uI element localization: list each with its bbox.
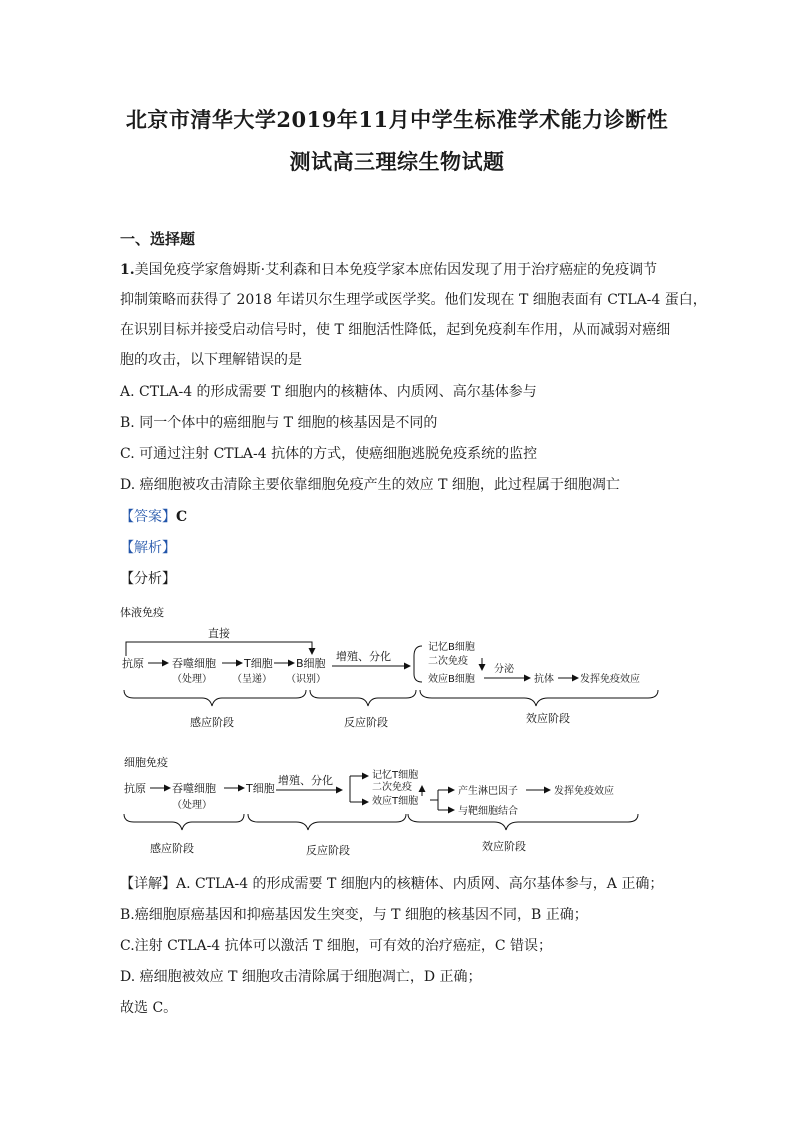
d1-stage2: 反应阶段 <box>344 716 388 729</box>
d1-tcell-sub: （呈递） <box>232 674 272 685</box>
d2-tcell: T细胞 <box>246 782 275 795</box>
d2-stage1: 感应阶段 <box>150 842 194 855</box>
d2-antigen: 抗原 <box>124 782 146 795</box>
option-key: D. <box>120 477 136 493</box>
d1-tcell: T细胞 <box>244 657 273 670</box>
cellular-immunity-diagram <box>110 748 670 868</box>
d1-bcell-sub: （识别） <box>286 674 326 685</box>
brace <box>124 814 244 830</box>
brace <box>124 690 306 706</box>
d2-stage2: 反应阶段 <box>306 844 350 857</box>
d2-effector: 效应T细胞 <box>372 796 419 807</box>
d2-effect: 发挥免疫效应 <box>554 786 614 797</box>
question-number: 1. <box>120 262 135 278</box>
d1-stage3: 效应阶段 <box>526 712 570 725</box>
page-title-line1: 北京市清华大学2019年11月中学生标准学术能力诊断性 <box>125 107 669 132</box>
d1-phagocyte-sub: （处理） <box>172 674 212 685</box>
d1-bcell: B细胞 <box>296 657 326 670</box>
direct-arrow <box>126 642 312 656</box>
section-heading: 一、选择题 <box>120 230 196 248</box>
d2-target: 与靶细胞结合 <box>458 806 518 817</box>
detail-line-1 <box>120 874 663 894</box>
analysis-label: 【解析】 <box>120 540 176 556</box>
answer-line <box>120 507 187 527</box>
option-c <box>120 444 537 464</box>
d1-effector: 效应B细胞 <box>428 674 475 685</box>
fenxi-label: 【分析】 <box>120 571 176 587</box>
detail-text: A. CTLA-4 的形成需要 T 细胞内的核糖体、内质网、高尔基体参与，A 正确； <box>176 876 664 892</box>
question-line-2: 抑制策略而获得了 2018 年诺贝尔生理学或医学奖。他们发现在 T 细胞表面有 CTLA-4 蛋白， <box>120 292 707 308</box>
option-b <box>120 413 437 433</box>
brace <box>414 646 422 682</box>
detail-line-3: C.注射 CTLA-4 抗体可以激活 T 细胞，可有效的治疗癌症，C 错误； <box>120 938 553 954</box>
d2-lymphokine: 产生淋巴因子 <box>458 786 518 797</box>
d1-second: 二次免疫 <box>428 656 468 667</box>
answer-label: 【答案】 <box>120 509 176 525</box>
diagram2-heading: 细胞免疫 <box>124 756 168 769</box>
option-text: 同一个体中的癌细胞与 T 细胞的核基因是不同的 <box>134 415 438 431</box>
d2-phagocyte-sub: （处理） <box>172 800 212 811</box>
question-line-4: 胞的攻击，以下理解错误的是 <box>120 352 302 368</box>
brace <box>248 814 406 830</box>
d1-memory: 记忆B细胞 <box>428 642 475 653</box>
option-text: 癌细胞被攻击清除主要依靠细胞免疫产生的效应 T 细胞，此过程属于细胞凋亡 <box>135 477 620 493</box>
d1-secrete: 分泌 <box>494 664 514 675</box>
option-key: A. <box>120 384 135 400</box>
detail-line-4: D. 癌细胞被效应 T 细胞攻击清除属于细胞凋亡，D 正确； <box>120 969 482 985</box>
d1-effect: 发挥免疫效应 <box>580 674 640 685</box>
brace <box>408 814 638 830</box>
diagram1-heading: 体液免疫 <box>120 606 164 619</box>
diagram1-direct-label: 直接 <box>208 627 230 640</box>
d1-antigen: 抗原 <box>122 657 144 670</box>
d2-memory: 记忆T细胞 <box>372 770 419 781</box>
brace <box>420 690 658 706</box>
page-title-line2: 测试高三理综生物试题 <box>289 149 505 174</box>
detail-label: 【详解】 <box>120 876 176 892</box>
detail-line-2: B.癌细胞原癌基因和抑癌基因发生突变，与 T 细胞的核基因不同，B 正确； <box>120 907 588 923</box>
d2-phagocyte: 吞噬细胞 <box>172 782 216 795</box>
option-a <box>120 382 537 402</box>
d1-prolif: 增殖、分化 <box>336 650 391 663</box>
option-d <box>120 475 620 495</box>
question-line-3: 在识别目标并接受启动信号时，使 T 细胞活性降低，起到免疫刹车作用，从而减弱对癌细 <box>120 322 671 338</box>
d2-stage3: 效应阶段 <box>482 840 526 853</box>
detail-line-5: 故选 C。 <box>120 1000 178 1016</box>
question-text: 美国免疫学家詹姆斯·艾利森和日本免疫学家本庶佑因发现了用于治疗癌症的免疫调节 <box>134 262 658 278</box>
d1-phagocyte: 吞噬细胞 <box>172 657 216 670</box>
option-text: 可通过注射 CTLA-4 抗体的方式，使癌细胞逃脱免疫系统的监控 <box>134 446 538 462</box>
option-key: B. <box>120 415 135 431</box>
humoral-immunity-diagram <box>110 598 670 738</box>
option-key: C. <box>120 446 135 462</box>
answer-value: C <box>176 509 188 525</box>
question-line-1 <box>120 260 657 280</box>
option-text: CTLA-4 的形成需要 T 细胞内的核糖体、内质网、高尔基体参与 <box>134 384 537 400</box>
d2-second: 二次免疫 <box>372 782 412 793</box>
d1-stage1: 感应阶段 <box>190 716 234 729</box>
d1-antibody: 抗体 <box>534 674 554 685</box>
d2-prolif: 增殖、分化 <box>278 774 333 787</box>
brace <box>310 690 416 706</box>
